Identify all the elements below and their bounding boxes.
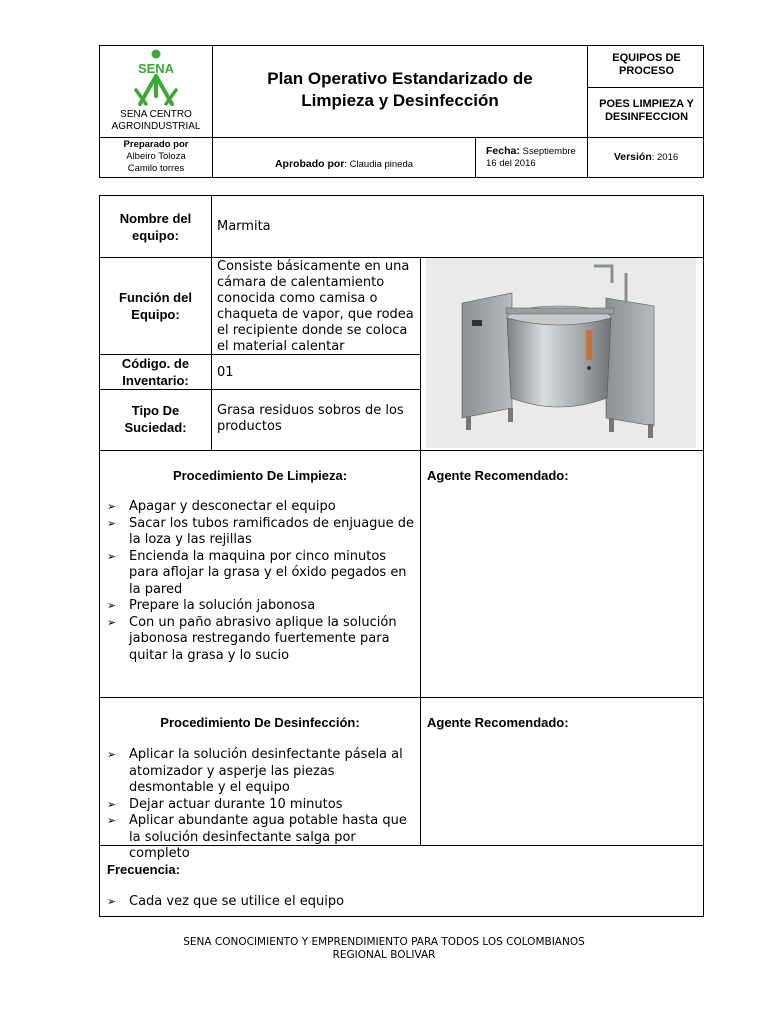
list-item [107,894,507,911]
divider [420,257,421,845]
doc-code-line1: POES LIMPIEZA Y [599,98,694,110]
org-name-line1: SENA CENTRO [120,109,192,120]
page-title [213,68,587,112]
equipment-name-label [100,210,211,244]
doc-code-cell [588,98,705,124]
footer-line: SENA CONOCIMIENTO Y EMPRENDIMIENTO PARA TODOS LOS COLOMBIANOS [183,936,585,948]
list-item-text: Sacar los tubos ramificados de enjuague de la loza y las rejillas [129,515,415,547]
list-item-text: Dejar actuar durante 10 minutos [129,796,343,812]
cleaning-steps-list [107,499,417,664]
kettle-photo-icon [426,258,696,448]
footer-line: REGIONAL BOLIVAR [332,949,436,961]
divider [100,389,420,390]
list-item-text: Con un paño abrasivo aplique la solución jabonosa restregando fuertemente para quitar la grasa y lo sucio [129,614,397,663]
date-value: Sseptiembre [522,146,576,157]
list-item [107,747,417,797]
disinfection-steps-list [107,747,417,863]
cleaning-agent-title: Agente Recomendado: [427,468,569,483]
list-item-text: Prepare la solución jabonosa [129,598,316,613]
arrow-bullet-icon: ➢ [107,895,117,908]
category-line1: EQUIPOS DE [612,52,681,64]
sena-logo [100,46,212,137]
dirt-type-value: Grasa residuos sobros de los productos [217,403,404,434]
date-cell [486,145,586,170]
frequency-steps-list [107,894,507,911]
list-item [107,797,417,814]
equipment-table [99,195,704,917]
prepared-by-cell [100,139,212,175]
list-item-text: Cada vez que se utilice el equipo [129,894,345,909]
date-value: 16 del 2016 [486,158,536,169]
list-item [107,598,417,615]
version-label: Versión [613,151,652,163]
arrow-bullet-icon: ➢ [107,615,117,629]
label-line: Nombre del [119,211,192,226]
prepared-name: Albeiro Toloza [126,151,186,162]
cleaning-title: Procedimiento De Limpieza: [172,468,348,483]
title-line1: Plan Operativo Estandarizado de [267,69,533,88]
label-line: Equipo: [131,307,180,322]
kettle-photo [426,258,696,448]
divider [100,450,703,451]
list-item-text: Aplicar abundante agua potable hasta que la solución desinfectante salga por completo [129,813,407,861]
arrow-bullet-icon: ➢ [107,814,117,827]
list-item-text: Encienda la maquina por cinco minutos para aflojar la grasa y el óxido pegados en la pared [129,548,407,597]
arrow-bullet-icon: ➢ [107,516,117,530]
version-cell [588,151,704,164]
category-line2: PROCESO [618,65,674,77]
list-item [107,549,417,599]
divider [100,137,703,138]
label-line: Suciedad: [124,420,187,435]
list-item [107,516,417,549]
function-label [100,289,211,323]
arrow-bullet-icon: ➢ [107,797,117,811]
prepared-label: Preparado por [123,139,189,150]
divider [100,697,703,698]
function-value: Consiste básicamente en una cámara de calentamiento conocida como camisa o chaqueta de vapor, que rodea el recipiente donde se coloca el material calentar [217,259,414,354]
list-item-text: Apagar y desconectar el equipo [129,499,336,514]
prepared-name: Camilo torres [127,163,185,174]
label-line: Código. de [121,356,190,371]
approved-label: Aprobado por [274,158,345,170]
version-value: : 2016 [651,152,679,163]
svg-text:SENA: SENA [137,61,175,76]
divider [587,87,703,88]
label-line: Inventario: [122,373,189,388]
org-name-line2: AGROINDUSTRIAL [111,121,201,132]
arrow-bullet-icon: ➢ [107,500,117,513]
category-cell [588,52,705,78]
divider [475,137,476,177]
label-line: Tipo De [131,403,180,418]
disinfection-agent-title: Agente Recomendado: [427,715,569,730]
header-table [99,45,704,178]
equipment-name-value: Marmita [217,219,271,234]
inventory-code-value: 01 [217,365,234,380]
arrow-bullet-icon: ➢ [107,549,117,563]
approved-by-cell [213,158,475,171]
list-item-text: Aplicar la solución desinfectante pásela al atomizador y asperje las piezas desmontable y el equipo [129,747,403,795]
list-item [107,813,417,863]
doc-code-line2: DESINFECCION [604,111,689,123]
label-line: Función del [119,290,192,305]
sena-logo-icon [100,46,212,110]
approved-name: : Claudia pineda [344,159,414,170]
label-line: equipo: [132,228,179,243]
inventory-code-label [100,355,211,389]
divider [211,196,212,450]
list-item [107,615,417,665]
arrow-bullet-icon: ➢ [107,748,117,761]
dirt-type-label [100,402,211,436]
date-label: Fecha: [486,145,520,157]
list-item [107,499,417,516]
title-line2: Limpieza y Desinfección [301,91,499,110]
frequency-title: Frecuencia: [107,862,180,877]
disinfection-title: Procedimiento De Desinfección: [160,715,360,730]
arrow-bullet-icon: ➢ [107,599,117,612]
page-footer [99,936,669,962]
